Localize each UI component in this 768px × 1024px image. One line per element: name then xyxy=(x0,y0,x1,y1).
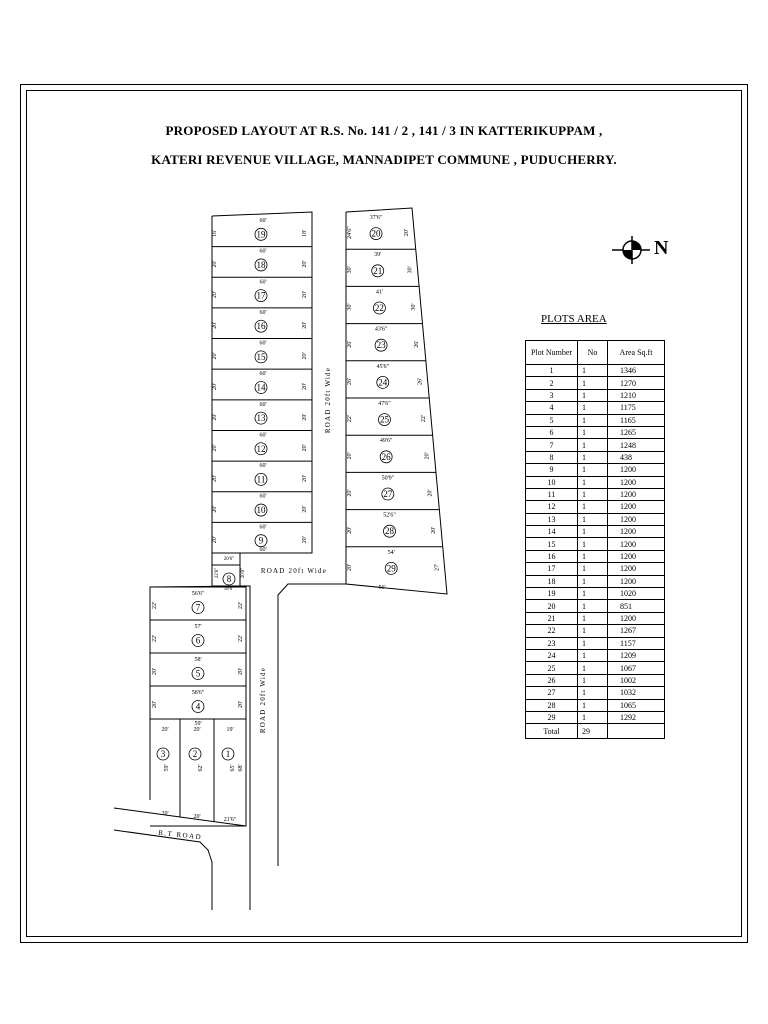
plot-area-cell: 1270 xyxy=(608,377,665,389)
plot-left-dimension: 22' xyxy=(152,634,158,643)
plot-number-cell: 17 xyxy=(526,563,578,575)
table-row xyxy=(526,414,665,426)
plot-left-dimension: 20' xyxy=(347,563,353,571)
plot-no-cell: 1 xyxy=(578,649,608,661)
plot-top-dimension: 52'6" xyxy=(383,512,396,519)
plot-left-dimension: 20' xyxy=(212,260,218,268)
plot-no-cell: 1 xyxy=(578,402,608,414)
plot-top-dimension: 57' xyxy=(194,624,202,630)
plot-area-cell: 438 xyxy=(608,451,665,463)
plot-top-dimension: 20'6" xyxy=(223,557,235,562)
plot-bottom-dimension: 21'6" xyxy=(223,817,237,823)
plot-left-dimension: 20' xyxy=(152,700,158,709)
plot-left-dimension: 26' xyxy=(347,340,353,348)
table-row xyxy=(526,426,665,438)
plot-bottom-dimension: 60' xyxy=(259,547,267,553)
plot-number-cell: 27 xyxy=(526,687,578,699)
plot-top-dimension: 60' xyxy=(259,218,267,224)
plot-right-dimension: 22' xyxy=(238,634,244,643)
plot-top-dimension: 56'6" xyxy=(191,591,205,597)
road-label-horizontal: ROAD 20ft Wide xyxy=(260,567,328,575)
plot-right-dimension: 20' xyxy=(238,667,244,676)
plot-top-dimension: 20' xyxy=(193,727,201,733)
plot-no-cell: 1 xyxy=(578,439,608,451)
plot-number: 12 xyxy=(256,443,266,454)
plot-left-dimension: 20' xyxy=(212,536,218,544)
plot-number: 15 xyxy=(256,351,266,362)
plot-left-dimension: 20' xyxy=(212,382,218,391)
plot-top-dimension: 41' xyxy=(375,289,383,296)
plot-number: 24 xyxy=(378,377,388,388)
plot-number-cell: 15 xyxy=(526,538,578,550)
plot-top-dimension: 49'6" xyxy=(379,438,393,445)
plot-area-cell: 1200 xyxy=(608,538,665,550)
table-row xyxy=(526,402,665,414)
east-plot-dividers xyxy=(346,249,443,547)
plot-right-dimension: 20' xyxy=(302,291,308,299)
plot-area-cell: 1175 xyxy=(608,402,665,414)
table-row xyxy=(526,501,665,513)
plot-top-dimension: 39' xyxy=(374,252,382,259)
table-row xyxy=(526,625,665,637)
plot-area-cell: 1292 xyxy=(608,711,665,723)
plot-number: 1 xyxy=(225,749,231,759)
plot-top-dimension: 20' xyxy=(161,727,169,733)
plot-top-dimension: 58'6" xyxy=(191,690,205,696)
plot-no-cell: 1 xyxy=(578,662,608,674)
plot-left-dimension: 22' xyxy=(152,601,158,610)
plot-top-dimension: 19' xyxy=(226,727,234,733)
plot-no-cell: 1 xyxy=(578,563,608,575)
plot-no-cell: 1 xyxy=(578,674,608,686)
header-area: Area Sq.ft xyxy=(608,341,665,365)
table-row xyxy=(526,389,665,401)
plot-number: 14 xyxy=(256,382,266,393)
plot-number-cell: 13 xyxy=(526,513,578,525)
plot-right-dimension: 20' xyxy=(431,526,438,534)
plot-top-dimension: 47'6" xyxy=(378,401,391,407)
plot-area-cell: 1165 xyxy=(608,414,665,426)
plot-side-dimension: 65' xyxy=(230,764,236,772)
plot-bottom-dimension: 59' xyxy=(194,721,202,727)
plot-no-cell: 1 xyxy=(578,711,608,723)
plot-right-dimension: 20' xyxy=(302,474,308,482)
plot-area-cell: 1200 xyxy=(608,526,665,538)
plots-area-table xyxy=(525,340,665,739)
plot-number-cell: 6 xyxy=(526,426,578,438)
plot-number-cell: 19 xyxy=(526,588,578,600)
table-row xyxy=(526,612,665,624)
plot-number: 27 xyxy=(383,489,393,499)
plot-number-cell: 8 xyxy=(526,451,578,463)
table-row xyxy=(526,687,665,699)
plot-left-dimension: 24'6" xyxy=(347,226,353,239)
plot-no-cell: 1 xyxy=(578,451,608,463)
plot-area-cell: 1209 xyxy=(608,649,665,661)
total-value: 29 xyxy=(578,724,608,739)
plot-area-cell: 1032 xyxy=(608,687,665,699)
plot-number-cell: 9 xyxy=(526,464,578,476)
table-row xyxy=(526,600,665,612)
plot-number-cell: 25 xyxy=(526,662,578,674)
plot-number-cell: 29 xyxy=(526,711,578,723)
plot-right-dimension: 20' xyxy=(302,444,308,452)
plot-no-cell: 1 xyxy=(578,377,608,389)
plot-area-cell: 1200 xyxy=(608,501,665,513)
plot-no-cell: 1 xyxy=(578,600,608,612)
north-arrow-icon xyxy=(612,236,650,264)
plot-top-dimension: 45'6" xyxy=(376,363,390,370)
plot-no-cell: 1 xyxy=(578,526,608,538)
plot-left-dimension: 20' xyxy=(152,667,158,676)
plot-right-dimension: 26' xyxy=(414,340,421,348)
plot-right-dimension: 22' xyxy=(238,601,244,610)
plot-right-dimension: 20' xyxy=(302,536,308,544)
plot-no-cell: 1 xyxy=(578,365,608,377)
plot-area-cell: 1200 xyxy=(608,513,665,525)
table-row xyxy=(526,575,665,587)
table-header-row xyxy=(526,341,665,365)
plot-area-cell: 1020 xyxy=(608,588,665,600)
plot-no-cell: 1 xyxy=(578,575,608,587)
plot-left-dimension: 22' xyxy=(347,415,353,423)
bt-road-label: B.T ROAD xyxy=(157,828,203,842)
plot-right-dimension: 20' xyxy=(302,352,308,360)
plot-number-cell: 18 xyxy=(526,575,578,587)
plot-labels xyxy=(152,215,440,823)
plot-area-cell: 1200 xyxy=(608,563,665,575)
plot-area-cell: 1200 xyxy=(608,464,665,476)
plot-left-dimension: 20' xyxy=(212,474,218,482)
header-no: No xyxy=(578,341,608,365)
plot-bottom-dimension: 18'6" xyxy=(223,587,235,592)
plot-no-cell: 1 xyxy=(578,588,608,600)
plot-number: 19 xyxy=(256,229,266,240)
plot-top-dimension: 60' xyxy=(259,279,267,286)
plot-right-dimension: 20' xyxy=(404,229,411,237)
plot-right-dimension: 20' xyxy=(427,489,434,497)
plot-area-cell: 1157 xyxy=(608,637,665,649)
title-line-1: PROPOSED LAYOUT AT R.S. No. 141 / 2 , 141 / 3 IN KATTERIKUPPAM , xyxy=(165,123,603,138)
plot-number-cell: 24 xyxy=(526,649,578,661)
plot-no-cell: 1 xyxy=(578,488,608,500)
north-label: N xyxy=(654,237,669,259)
plot-area-cell: 1346 xyxy=(608,365,665,377)
plot-area-cell: 1200 xyxy=(608,575,665,587)
plot-number: 9 xyxy=(258,535,264,546)
plot-area-cell: 1200 xyxy=(608,476,665,488)
plot-no-cell: 1 xyxy=(578,501,608,513)
plot-right-dimension: 18' xyxy=(302,229,308,237)
plot-number-cell: 7 xyxy=(526,439,578,451)
plot-number-cell: 1 xyxy=(526,365,578,377)
plot-top-dimension: 60' xyxy=(259,524,267,531)
plot-left-dimension: 30' xyxy=(347,303,353,311)
plot-no-cell: 1 xyxy=(578,538,608,550)
plot-top-dimension: 60' xyxy=(259,401,267,408)
plot-no-cell: 1 xyxy=(578,414,608,426)
plot-no-cell: 1 xyxy=(578,464,608,476)
table-row xyxy=(526,451,665,463)
plot-number: 21 xyxy=(373,265,383,276)
plot-bottom-dimension: 20' xyxy=(193,814,201,820)
plot-number: 11 xyxy=(256,474,266,485)
table-row xyxy=(526,377,665,389)
plot-left-dimension: 26' xyxy=(347,377,353,385)
plot-number: 29 xyxy=(386,563,396,574)
plot-top-dimension: 60' xyxy=(259,309,267,316)
plot-no-cell: 1 xyxy=(578,687,608,699)
plot-top-dimension: 60' xyxy=(259,340,267,347)
plot-left-dimension: 20' xyxy=(347,526,353,534)
table-row xyxy=(526,588,665,600)
plot-right-dimension: 20' xyxy=(302,382,308,391)
plot-number: 23 xyxy=(376,340,386,351)
plot-top-dimension: 58' xyxy=(194,657,202,663)
plot-top-dimension: 37'6" xyxy=(369,215,383,221)
plot-top-dimension: 50'9" xyxy=(381,475,395,482)
plot-number-cell: 21 xyxy=(526,612,578,624)
layout-boundaries xyxy=(114,208,447,910)
plot-number: 7 xyxy=(195,602,201,613)
plot-right-dimension: 22' xyxy=(420,415,427,423)
plot-number-cell: 3 xyxy=(526,389,578,401)
plot-number: 2 xyxy=(192,749,198,759)
plot-number: 13 xyxy=(256,413,266,424)
plot-right-dimension: 30' xyxy=(407,266,414,274)
header-plot-number: Plot Number xyxy=(526,341,578,365)
plot-no-cell: 1 xyxy=(578,550,608,562)
table-row xyxy=(526,674,665,686)
plot-left-dimension: 20' xyxy=(212,352,218,360)
plot-area-cell: 1210 xyxy=(608,389,665,401)
plot-area-cell: 1267 xyxy=(608,625,665,637)
plot-no-cell: 1 xyxy=(578,426,608,438)
plot-no-cell: 1 xyxy=(578,513,608,525)
plot-left-dimension: 20' xyxy=(212,413,218,421)
table-row xyxy=(526,637,665,649)
table-row xyxy=(526,538,665,550)
plot-number-cell: 10 xyxy=(526,476,578,488)
plot-number: 20 xyxy=(371,228,381,239)
plot-no-cell: 1 xyxy=(578,612,608,624)
plots-area-heading: PLOTS AREA xyxy=(541,313,607,325)
plot-area-cell: 1200 xyxy=(608,612,665,624)
plot-right-dimension: 27' xyxy=(434,563,441,571)
road-label-vertical-bottom: ROAD 20ft Wide xyxy=(259,666,267,734)
plot-number: 6 xyxy=(195,635,201,646)
table-row xyxy=(526,439,665,451)
plot-left-dimension: 20' xyxy=(212,505,218,513)
plot-number-cell: 22 xyxy=(526,625,578,637)
plot-number-cell: 23 xyxy=(526,637,578,649)
plot-left-dimension: 20' xyxy=(212,321,218,329)
plot-top-dimension: 54' xyxy=(387,549,395,556)
plot-left-dimension: 30' xyxy=(347,266,353,274)
table-row xyxy=(526,711,665,723)
plot-number-cell: 20 xyxy=(526,600,578,612)
table-row xyxy=(526,365,665,377)
table-row xyxy=(526,488,665,500)
table-row xyxy=(526,476,665,488)
total-label: Total xyxy=(526,724,578,739)
plot-number-cell: 4 xyxy=(526,402,578,414)
plot-number: 25 xyxy=(379,414,389,425)
plot-area-cell: 1200 xyxy=(608,488,665,500)
plot-bottom-dimension: 56' xyxy=(378,585,386,591)
plot-right-dimension: 20' xyxy=(238,700,244,709)
plot-number-cell: 26 xyxy=(526,674,578,686)
plot-number: 8 xyxy=(226,574,232,584)
plot-right-dimension: 30' xyxy=(410,303,417,311)
table-row xyxy=(526,699,665,711)
plot-number: 17 xyxy=(256,290,266,301)
plot-number-cell: 11 xyxy=(526,488,578,500)
plot-right-dimension: 20' xyxy=(424,452,431,460)
plot-area-cell: 1067 xyxy=(608,662,665,674)
plot-no-cell: 1 xyxy=(578,699,608,711)
plot-right-dimension: 20' xyxy=(302,321,308,329)
plot-left-dimension: 20' xyxy=(347,489,353,497)
plot-area-cell: 851 xyxy=(608,600,665,612)
plot-number-cell: 14 xyxy=(526,526,578,538)
plot-area-cell: 1200 xyxy=(608,550,665,562)
plot-bottom-dimension: 20' xyxy=(161,811,169,817)
plot-number: 28 xyxy=(385,526,395,537)
plot-area-cell: 1265 xyxy=(608,426,665,438)
table-row xyxy=(526,563,665,575)
plot-top-dimension: 60' xyxy=(259,463,267,470)
plot-left-dimension: 20' xyxy=(347,452,353,460)
table-row xyxy=(526,550,665,562)
plot-number-cell: 2 xyxy=(526,377,578,389)
plot-right-dimension: 20' xyxy=(302,260,308,268)
plot-side-dimension: 62' xyxy=(198,764,204,772)
plot-right-dimension: 20' xyxy=(302,413,308,421)
plot-right-dimension: 20' xyxy=(302,505,308,513)
plot-right-dimension: 68' xyxy=(238,764,244,772)
plot-number-cell: 28 xyxy=(526,699,578,711)
plot-left-dimension: 16' xyxy=(212,229,218,237)
table-row xyxy=(526,513,665,525)
plot-area-cell: 1248 xyxy=(608,439,665,451)
plot-number: 3 xyxy=(160,749,166,759)
table-total-row xyxy=(526,724,665,739)
plot-number-cell: 16 xyxy=(526,550,578,562)
plot-right-dimension: 20'6" xyxy=(241,567,246,579)
plot-number: 22 xyxy=(374,303,384,313)
table-row xyxy=(526,662,665,674)
table-row xyxy=(526,649,665,661)
plot-area-cell: 1065 xyxy=(608,699,665,711)
plot-number-cell: 5 xyxy=(526,414,578,426)
plot-number-cell: 12 xyxy=(526,501,578,513)
plot-number: 10 xyxy=(256,505,266,516)
plot-top-dimension: 60' xyxy=(259,493,267,500)
table-row xyxy=(526,526,665,538)
plot-no-cell: 1 xyxy=(578,389,608,401)
plot-number: 5 xyxy=(195,668,201,679)
plot-number: 4 xyxy=(195,701,201,712)
plot-number: 16 xyxy=(256,321,266,332)
title-line-2: KATERI REVENUE VILLAGE, MANNADIPET COMMUNE , PUDUCHERRY. xyxy=(151,152,617,167)
plot-no-cell: 1 xyxy=(578,637,608,649)
plot-top-dimension: 60' xyxy=(259,248,267,255)
plot-left-dimension: 22'6" xyxy=(215,567,220,579)
plot-top-dimension: 43'6" xyxy=(374,326,388,333)
plot-no-cell: 1 xyxy=(578,476,608,488)
plot-left-dimension: 20' xyxy=(212,444,218,452)
table-row xyxy=(526,464,665,476)
plot-side-dimension: 59' xyxy=(164,764,170,772)
plot-right-dimension: 26' xyxy=(417,377,424,385)
plot-top-dimension: 60' xyxy=(259,371,267,378)
plot-no-cell: 1 xyxy=(578,625,608,637)
plot-area-cell: 1002 xyxy=(608,674,665,686)
plot-left-dimension: 20' xyxy=(212,291,218,299)
plot-top-dimension: 60' xyxy=(259,432,267,439)
plot-number: 26 xyxy=(381,451,391,462)
plot-number: 18 xyxy=(256,259,266,270)
road-label-vertical-top: ROAD 20ft Wide xyxy=(324,366,332,434)
total-area-empty xyxy=(608,724,665,739)
